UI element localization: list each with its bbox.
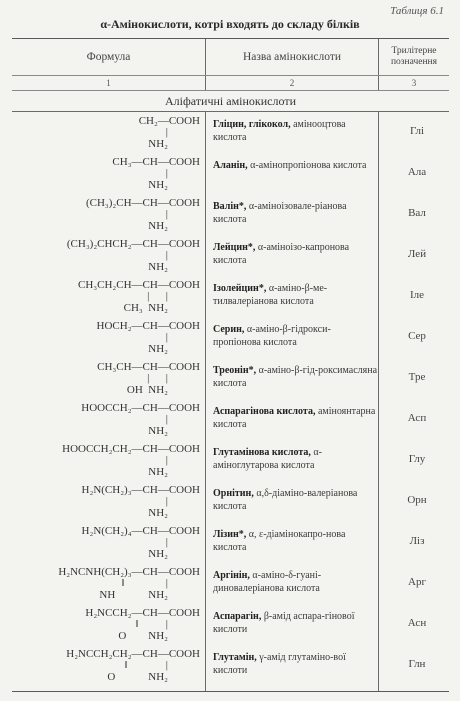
table-number: Таблиця 6.1 <box>390 5 444 17</box>
formula-line: H₂NCCH₂CH₂—CH—COOH <box>66 648 200 660</box>
amino-acid-description: γ-амід глутаміно-вої кислоти <box>213 652 346 676</box>
amino-acid-description: α-аміноізо-капронова кислота <box>213 242 350 266</box>
formula-line: O NH₂ <box>107 671 168 683</box>
three-letter-code: Ліз <box>409 535 425 547</box>
formula-line: OH NH₂ <box>126 384 168 396</box>
amino-acid-description: α-аміно-δ-гуані-диновалеріанова кислота <box>213 570 322 594</box>
header-name: Назва амінокислоти <box>206 39 379 75</box>
formula-line: | <box>165 536 168 548</box>
amino-acid-name: Глутамін, <box>213 652 257 663</box>
amino-acid-name-cell <box>213 569 378 595</box>
column-number: 2 <box>206 76 379 90</box>
amino-acid-description: α, ε-діамінокапро-нова кислота <box>213 529 346 553</box>
amino-acid-name: Аргінін, <box>213 570 250 581</box>
amino-acid-name-cell <box>213 282 378 308</box>
amino-acid-name: Глутамінова кислота, <box>213 447 311 458</box>
three-letter-code: Сер <box>408 330 426 342</box>
section-title: Аліфатичні амінокислоти <box>12 91 449 112</box>
amino-acid-name-cell <box>213 323 378 349</box>
amino-acid-name: Гліцин, глікокол, <box>213 119 291 130</box>
amino-acid-name-cell <box>213 241 378 267</box>
amino-acid-name-cell <box>213 405 378 431</box>
table-header-row <box>12 39 449 76</box>
table-row <box>12 236 449 277</box>
table-row <box>12 646 449 687</box>
formula-line: NH₂ <box>148 425 168 437</box>
formula-line: H₂N(CH₂)₄—CH—COOH <box>81 525 200 537</box>
amino-acid-name-cell <box>213 118 378 144</box>
three-letter-code: Глн <box>408 658 426 670</box>
formula-line: (CH₃)₂CH—CH—COOH <box>85 197 200 209</box>
amino-acid-name-cell <box>213 364 378 390</box>
amino-acid-name: Аланін, <box>213 160 248 171</box>
table-row <box>12 318 449 359</box>
three-letter-code: Тре <box>408 371 426 383</box>
amino-acid-name: Лейцин*, <box>213 242 256 253</box>
table-row <box>12 523 449 564</box>
formula-line: NH₂ <box>148 179 168 191</box>
formula-line: H₂N(CH₂)₃—CH—COOH <box>81 484 200 496</box>
formula-line: | <box>165 331 168 343</box>
amino-acid-name-cell <box>213 200 378 226</box>
amino-acid-name-cell <box>213 159 378 172</box>
table-row <box>12 564 449 605</box>
formula-line: O NH₂ <box>118 630 168 642</box>
formula-line: | <box>165 413 168 425</box>
amino-acid-name: Ізолейцин*, <box>213 283 267 294</box>
amino-acid-name-cell <box>213 528 378 554</box>
amino-acid-description: α-аміно-β-ме-тилвалеріанова кислота <box>213 283 328 307</box>
three-letter-code: Глу <box>408 453 426 465</box>
formula-line: | | <box>147 372 168 384</box>
amino-acid-description: аміноянтарна кислота <box>213 406 376 430</box>
amino-acid-name: Лізин*, <box>213 529 247 540</box>
amino-acid-name: Треонін*, <box>213 365 257 376</box>
formula-line: ‖ | <box>124 659 168 671</box>
formula-line: HOOCCH₂CH₂—CH—COOH <box>62 443 200 455</box>
formula-line: NH₂ <box>148 466 168 478</box>
amino-acid-name-cell <box>213 610 378 636</box>
three-letter-code: Асп <box>407 412 427 424</box>
amino-acid-description: α-амінопропіонова кислота <box>247 160 367 171</box>
formula-line: | <box>165 126 168 138</box>
amino-acid-description: α,δ-діаміно-валеріанова кислота <box>213 488 358 512</box>
amino-acid-description: α-аміно-β-гідрокси-пропіонова кислота <box>213 324 331 348</box>
formula-line: NH₂ <box>148 507 168 519</box>
table-row <box>12 605 449 646</box>
formula-line: CH₂—COOH <box>138 115 200 127</box>
three-letter-code: Іле <box>409 289 425 301</box>
table-body <box>12 112 449 691</box>
formula-line: NH NH₂ <box>99 589 168 601</box>
three-letter-code: Ала <box>407 166 427 178</box>
column-number: 3 <box>411 78 417 88</box>
amino-acid-name-cell <box>213 487 378 513</box>
formula-line: NH₂ <box>148 220 168 232</box>
formula-line: ‖ | <box>135 618 168 630</box>
column-number-row <box>12 76 449 91</box>
formula-line: | <box>165 208 168 220</box>
table-row <box>12 195 449 236</box>
three-letter-code: Глі <box>409 125 425 137</box>
formula-line: NH₂ <box>148 548 168 560</box>
amino-acid-description: α-аміноізовале-ріанова кислота <box>213 201 347 225</box>
table-row <box>12 441 449 482</box>
table-row <box>12 154 449 195</box>
formula-line: H₂NCCH₂—CH—COOH <box>85 607 200 619</box>
three-letter-code: Вал <box>408 207 426 219</box>
formula-line: | <box>165 454 168 466</box>
three-letter-code: Лей <box>407 248 427 260</box>
amino-acid-name: Валін*, <box>213 201 247 212</box>
amino-acid-description: α-аміно-β-гід-роксимасляна кислота <box>213 365 378 389</box>
table-row <box>12 277 449 318</box>
formula-line: | <box>165 249 168 261</box>
column-number: 1 <box>12 76 206 90</box>
amino-acid-name: Аспарагін, <box>213 611 262 622</box>
formula-line: NH₂ <box>148 343 168 355</box>
amino-acid-name: Серин, <box>213 324 245 335</box>
formula-line: CH₃CH—CH—COOH <box>97 361 200 373</box>
formula-line: CH₃ NH₂ <box>123 302 168 314</box>
table-row <box>12 482 449 523</box>
amino-acid-table <box>12 38 449 692</box>
formula-line: CH₃—CH—COOH <box>112 156 200 168</box>
formula-line: HOCH₂—CH—COOH <box>96 320 200 332</box>
amino-acid-name: Аспарагінова кислота, <box>213 406 316 417</box>
formula-line: HOOCCH₂—CH—COOH <box>81 402 200 414</box>
amino-acid-name: Орнітин, <box>213 488 254 499</box>
table-caption: α-Амінокислоти, котрі входять до складу білків <box>100 17 360 31</box>
header-formula: Формула <box>12 39 206 75</box>
amino-acid-name-cell <box>213 446 378 472</box>
table-row <box>12 359 449 400</box>
amino-acid-description: α-аміноглутарова кислота <box>213 447 322 471</box>
amino-acid-description: β-амід аспара-гінової кислоти <box>213 611 355 635</box>
table-row <box>12 113 449 154</box>
formula-line: CH₃CH₂CH—CH—COOH <box>78 279 200 291</box>
amino-acid-name-cell <box>213 651 378 677</box>
three-letter-code: Орн <box>407 494 427 506</box>
formula-line: (CH₃)₂CHCH₂—CH—COOH <box>66 238 200 250</box>
header-code: Трилітерне позначення <box>390 46 438 67</box>
formula-line: ‖ | <box>121 577 168 589</box>
formula-line: NH₂ <box>148 261 168 273</box>
formula-line: H₂NCNH(CH₂)₃—CH—COOH <box>58 566 200 578</box>
formula-line: | | <box>147 290 168 302</box>
formula-line: | <box>165 495 168 507</box>
table-row <box>12 400 449 441</box>
amino-acid-description: аміноoцтова кислота <box>213 119 346 143</box>
three-letter-code: Асн <box>407 617 427 629</box>
three-letter-code: Арг <box>408 576 426 588</box>
formula-line: NH₂ <box>148 138 168 150</box>
formula-line: | <box>165 167 168 179</box>
